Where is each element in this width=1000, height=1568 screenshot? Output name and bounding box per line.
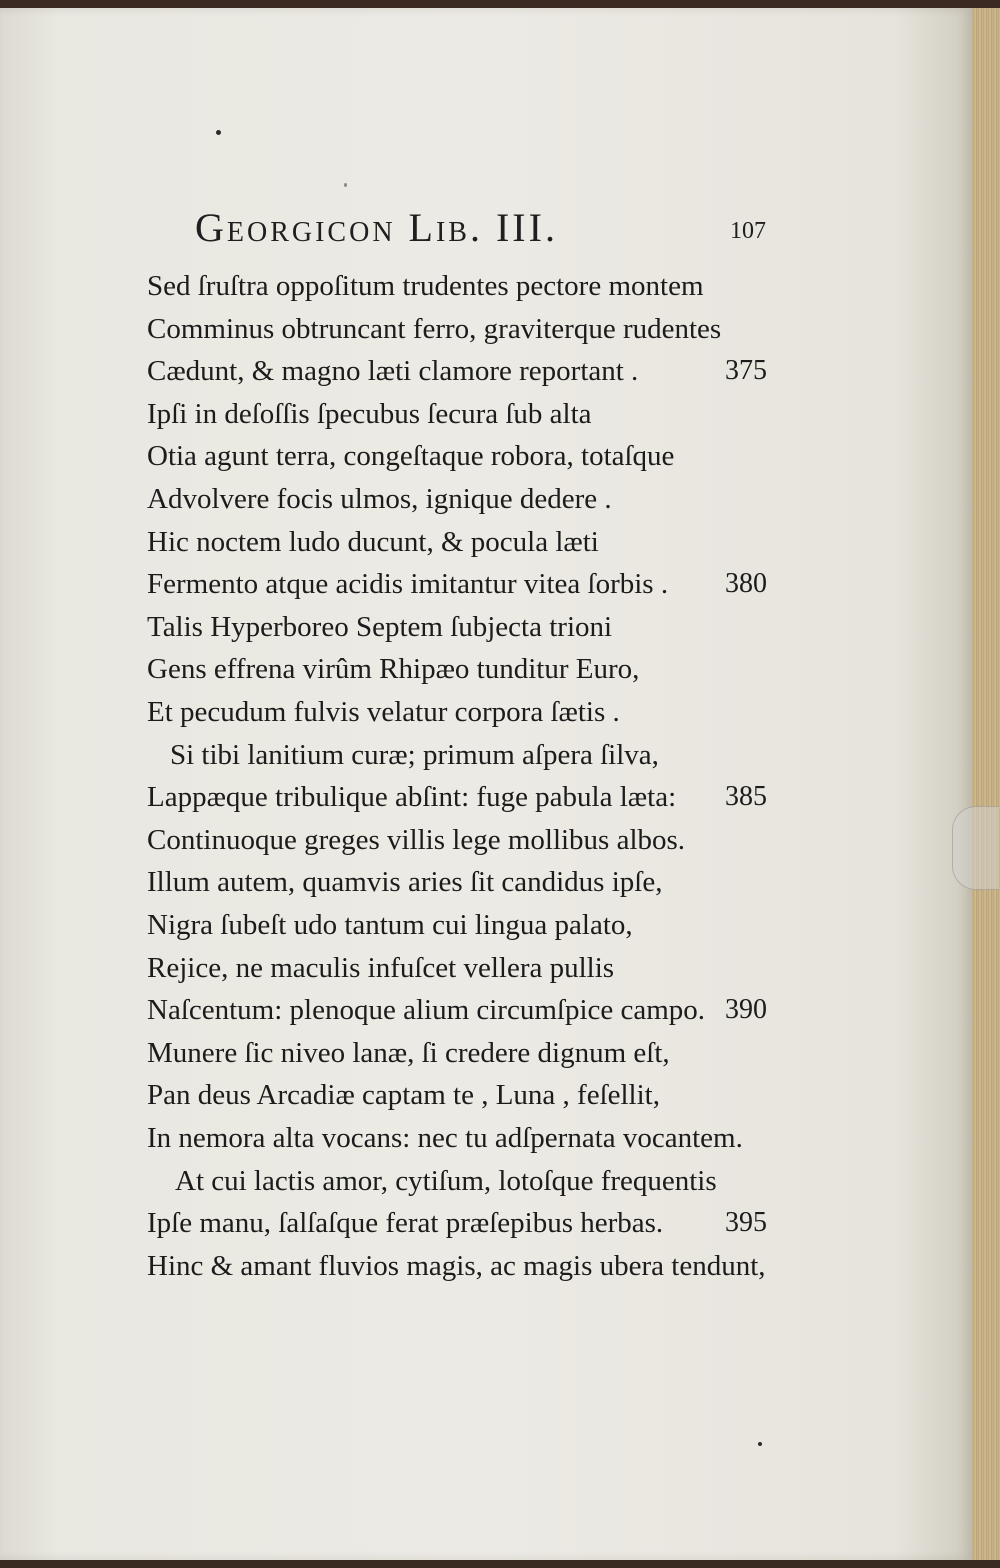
verse-text: Rejice, ne maculis infuſcet vellera pullis — [147, 951, 615, 984]
verse-text: In nemora alta vocans: nec tu adſpernata vocantem. — [147, 1122, 743, 1154]
verse-text: Advolvere focis ulmos, ignique dedere . — [147, 483, 612, 515]
line-number: 380 — [725, 568, 767, 600]
verse-text: Gens effrena virûm Rhipæo tunditur Euro, — [147, 653, 640, 686]
line-number: 385 — [725, 781, 767, 813]
verse-text: Continuoque greges villis lege mollibus albos. — [147, 823, 686, 856]
running-header — [195, 204, 775, 264]
ink-speck — [216, 130, 221, 135]
page-edges — [972, 8, 1000, 1560]
verse-text: Fermento atque acidis imitantur vitea ſorbis . — [147, 568, 669, 601]
ink-speck — [758, 1442, 762, 1446]
verse-text: Lappæque tribulique abſint: fuge pabula læta: — [147, 781, 677, 814]
verse-text: At cui lactis amor, cytiſum, lotoſque frequentis — [175, 1164, 717, 1197]
verse-text: Et pecudum fulvis velatur corpora ſætis . — [147, 696, 620, 728]
verse-text: Ipſi in deſoſſis ſpecubus ſecura ſub alta — [147, 397, 592, 430]
verse-text: Nigra ſubeſt udo tantum cui lingua palato, — [147, 909, 633, 941]
page-clip — [952, 806, 999, 890]
verse-text: Sed ſruſtra oppoſitum trudentes pectore montem — [147, 270, 704, 302]
verse-text: Comminus obtruncant ferro, graviterque rudentes — [147, 312, 722, 345]
verse-text: Talis Hyperboreo Septem ſubjecta trioni — [147, 610, 613, 643]
ink-speck — [344, 183, 347, 187]
line-number: 390 — [725, 994, 767, 1026]
line-number: 395 — [725, 1207, 767, 1239]
running-title: Georgicon Lib. III. — [195, 205, 558, 250]
page-number: 107 — [730, 218, 766, 244]
verse-text: Cædunt, & magno læti clamore reportant . — [147, 355, 639, 388]
verse-text: Ipſe manu, ſalſaſque ferat præſepibus herbas. — [147, 1207, 664, 1240]
verse-text: Munere ſic niveo lanæ, ſi credere dignum eſt, — [147, 1036, 670, 1069]
verse-text: Si tibi lanitium curæ; primum aſpera ſilva, — [170, 738, 659, 771]
verse-text: Hinc & amant fluvios magis, ac magis ubera tendunt, — [147, 1249, 766, 1282]
verse-text: Otia agunt terra, congeſtaque robora, totaſque — [147, 440, 675, 473]
verse-text: Illum autem, quamvis aries ſit candidus ipſe, — [147, 866, 663, 899]
verse-text: Hic noctem ludo ducunt, & pocula læti — [147, 525, 599, 558]
line-number: 375 — [725, 355, 767, 387]
verse-text: Pan deus Arcadiæ captam te , Luna , feſellit, — [147, 1079, 660, 1112]
verse-text: Naſcentum: plenoque alium circumſpice campo. — [147, 994, 706, 1027]
